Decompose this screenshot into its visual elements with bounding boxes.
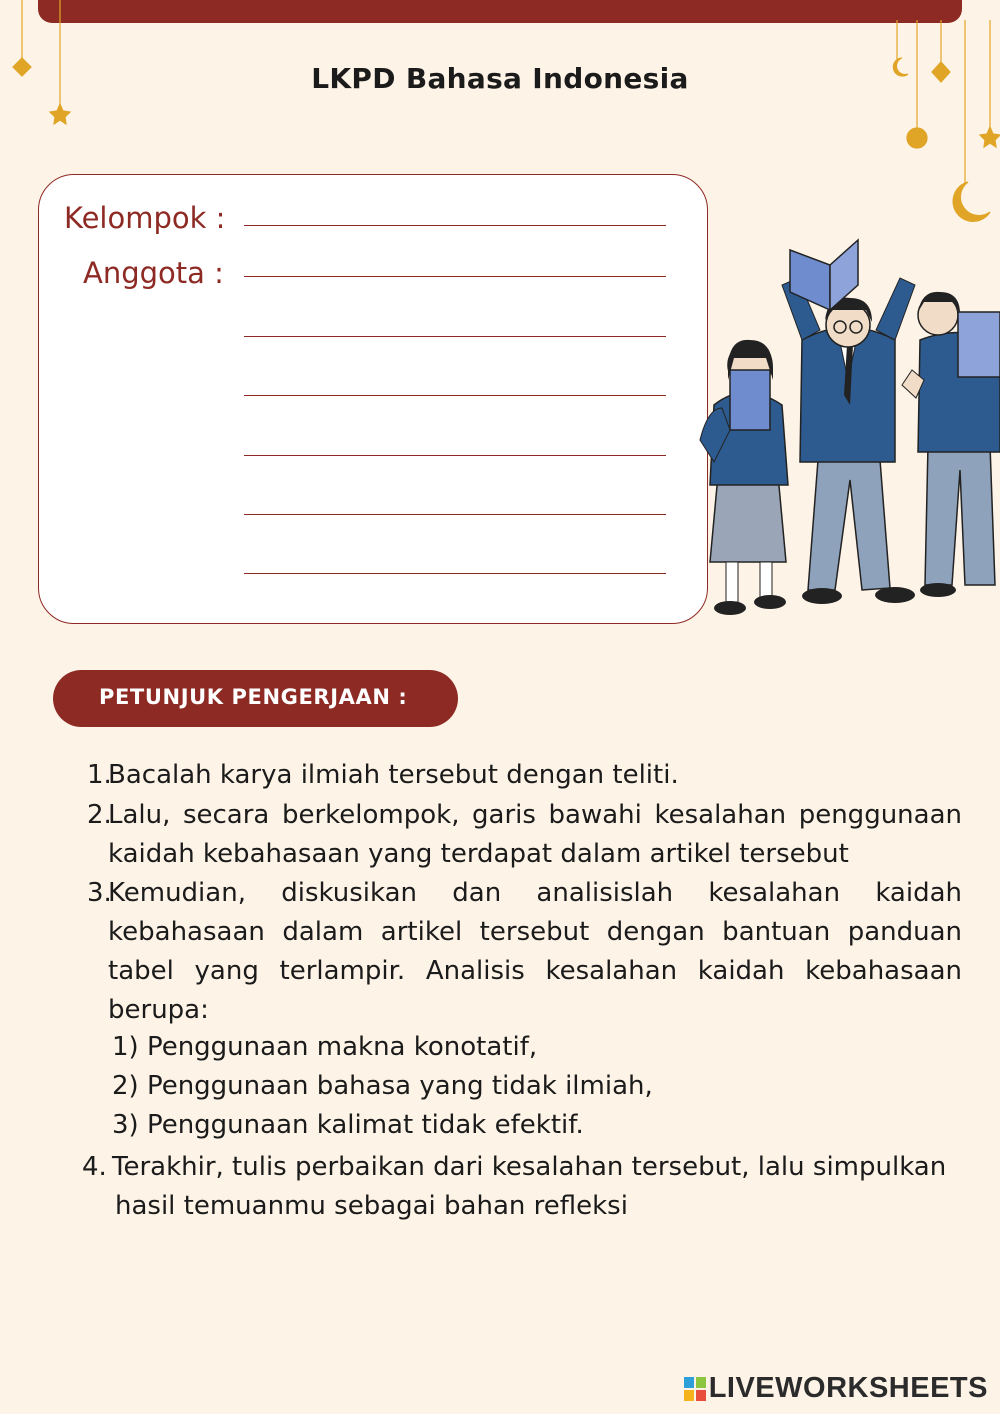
anggota-answer-line-4[interactable] xyxy=(244,455,666,456)
student-girl xyxy=(700,340,788,615)
anggota-answer-line-5[interactable] xyxy=(244,514,666,515)
page-title: LKPD Bahasa Indonesia xyxy=(311,62,689,95)
kelompok-answer-line[interactable] xyxy=(244,225,666,226)
anggota-label: Anggota : xyxy=(83,256,224,290)
instruction-3-line-3: tabel yang terlampir. Analisis kesalahan kaidah kebahasaan xyxy=(108,956,962,986)
item-number: 3. xyxy=(87,878,112,908)
instruction-2-line-1: Lalu, secara berkelompok, garis bawahi kesalahan penggunaan xyxy=(108,800,962,830)
kelompok-label: Kelompok : xyxy=(64,201,226,235)
star-icon xyxy=(980,127,1000,147)
item-number: 4. xyxy=(82,1152,107,1182)
instruction-4-line-2: hasil temuanmu sebagai bahan refleksi xyxy=(115,1191,628,1221)
student-boy-center xyxy=(782,240,915,604)
instruction-3-line-1: Kemudian, diskusikan dan analisislah kesalahan kaidah xyxy=(108,878,962,908)
instruction-3-line-2: kebahasaan dalam artikel tersebut dengan bantuan panduan xyxy=(108,917,962,947)
anggota-answer-line-2[interactable] xyxy=(244,336,666,337)
anggota-answer-line-3[interactable] xyxy=(244,395,666,396)
item-number: 2. xyxy=(87,800,112,830)
sub-item-2: 2) Penggunaan bahasa yang tidak ilmiah, xyxy=(112,1071,653,1101)
group-info-box xyxy=(38,174,708,624)
students-illustration xyxy=(690,230,1000,630)
sub-item-1: 1) Penggunaan makna konotatif, xyxy=(112,1032,538,1062)
sub-item-3: 3) Penggunaan kalimat tidak efektif. xyxy=(112,1110,584,1140)
instruction-3-line-4: berupa: xyxy=(108,995,209,1025)
liveworksheets-brand[interactable] xyxy=(684,1372,988,1405)
crescent-moon-icon xyxy=(953,182,990,221)
star-icon xyxy=(50,104,70,124)
instruction-4-line-1: Terakhir, tulis perbaikan dari kesalahan tersebut, lalu simpulkan xyxy=(112,1152,947,1182)
liveworksheets-logo-icon xyxy=(684,1377,706,1401)
instruction-2-line-2: kaidah kebahasaan yang terdapat dalam artikel tersebut xyxy=(108,839,849,869)
top-banner xyxy=(38,0,962,23)
anggota-answer-line-6[interactable] xyxy=(244,573,666,574)
orb-icon xyxy=(907,128,927,148)
instructions-heading: PETUNJUK PENGERJAAN : xyxy=(53,670,458,727)
brand-text: LIVEWORKSHEETS xyxy=(708,1372,988,1404)
anggota-answer-line-1[interactable] xyxy=(244,276,666,277)
item-number: 1. xyxy=(87,760,112,790)
student-boy-right xyxy=(902,292,1000,597)
instruction-1: Bacalah karya ilmiah tersebut dengan teliti. xyxy=(108,760,679,790)
